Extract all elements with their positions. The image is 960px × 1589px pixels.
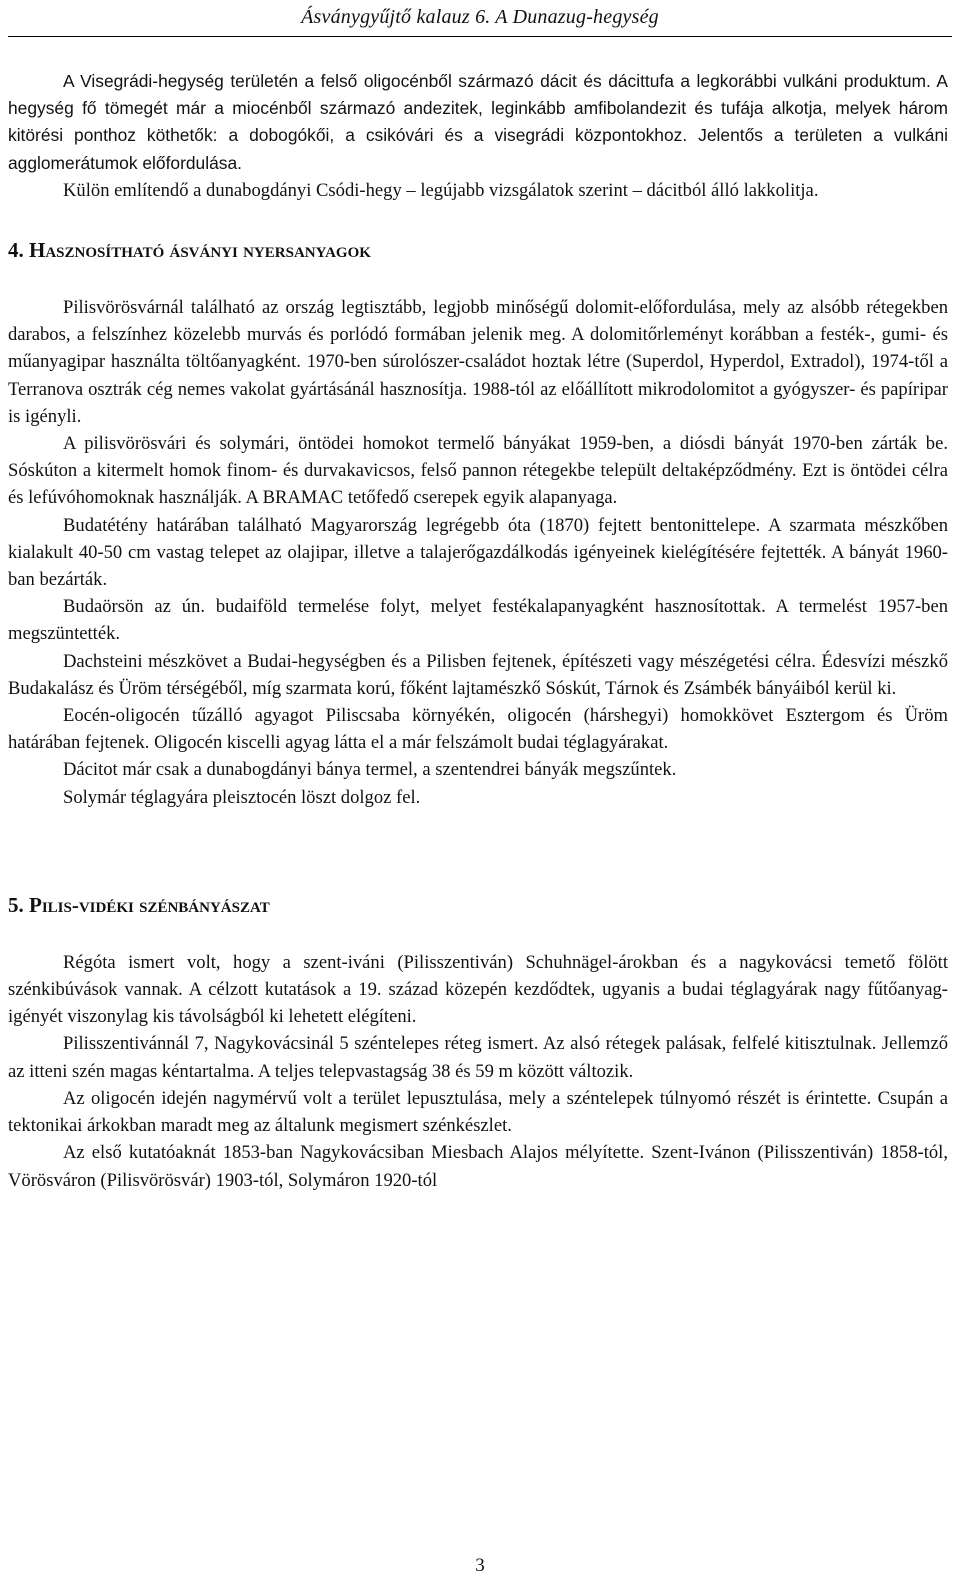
section-4-paragraph: Solymár téglagyára pleisztocén löszt dolgoz fel. [63,786,421,808]
section-4-heading [8,236,948,264]
section-4-paragraph: Eocén-oligocén tűzálló agyagot Piliscsaba környékén, oligocén (hárshegyi) homokkövet Esztergom és Üröm határában fejtenek. Oligocén kiscelli agyag látta el a már felszámolt budai téglagyárakat. [8,705,948,754]
section-4-paragraph: A pilisvörösvári és solymári, öntödei homokot termelő bányákat 1959-ben, a diósdi bányát 1970-ben zárták be. Sóskúton a kitermelt homok finom- és durvakavicsos, felső pannon rétegekbe települt deltaképződmény. Ezt is öntödei célra és lefúvóhomoknak használják. A BRAMAC tetőfedő cserepek egyik alapanyaga. [8,433,948,509]
section-5-number: 5. [8,892,24,917]
running-header: Ásványgyűjtő kalauz 6. A Dunazug-hegység [301,6,659,28]
section-5-heading [8,891,948,919]
header-rule [8,36,952,37]
section-5-paragraph: Pilisszentivánnál 7, Nagykovácsinál 5 széntelepes réteg ismert. Az alsó rétegek palásak, felfelé kitisztulnak. Jellemző az itteni szén magas kéntartalma. A teljes telepvastagság 38 és 59 m között változik. [8,1033,948,1082]
section-5-title: Pilis-vidéki szénbányászat [29,892,270,917]
section-5-paragraph: Az oligocén idején nagymérvű volt a terület lepusztulása, mely a széntelepek túlnyomó részét is érintette. Csupán a tektonikai árkokban maradt meg az általunk megismert szénkészlet. [8,1087,948,1137]
page-body [8,68,948,1194]
section-4-paragraph: Pilisvörösvárnál található az ország legtisztább, legjobb minőségű dolomit-előfordulása, mely az alsóbb rétegekben darabos, a felszínhez közelebb murvás és porlódó formában jelenik meg. A dolomitőrleményt korábban a festék-, gumi- és műanyagipar használta töltőanyagként. 1970-ben súrolószer-családot hoztak létre (Superdol, Hyperdol, Extradol), 1974-től a Terranova osztrák cég nemes vakolat gyártásánál hasznosítja. 1988-tól az előállított mikrodolomitot a gyógyszer- és papíripar is igényli. [8,297,948,427]
section-4-paragraph: Budaörsön az ún. budaiföld termelése folyt, melyet festékalapanyagként hasznosítottak. A termelést 1957-ben megszüntették. [8,596,948,645]
intro-paragraph-1: A Visegrádi-hegység területén a felső oligocénből származó dácit és dácittufa a legkorábbi vulkáni produktum. A hegység fő tömegét már a miocénből származó andezitek, leginkább amfibolandezit és tufája alkotja, melyek három kitörési ponthoz köthetők: a dobogókői, a csikóvári és a visegrádi központokhoz. Jelentős a területen a vulkáni agglomerátumok előfordulása. [8,71,948,173]
page-number: 3 [475,1555,485,1576]
section-5-paragraph: Régóta ismert volt, hogy a szent-iváni (Pilisszentiván) Schuhnägel-árokban és a nagykovácsi temető fölött szénkibúvások vannak. A célzott kutatások a 19. század közepén kezdődtek, ugyanis a budai téglagyárak nagy fűtőanyag-igényét viszonylag kis távolságból ki lehetett elégíteni. [8,951,948,1028]
section-4-paragraph: Budatétény határában található Magyarország legrégebb óta (1870) fejtett bentonittelepe. A szarmata mészkőben kialakult 40-50 cm vastag telepet az olajipar, illetve a talajerőgazdálkodás igényeinek kielégítésére fejtették. A bányát 1960-ban bezárták. [8,514,948,591]
section-5-paragraph: Az első kutatóaknát 1853-ban Nagykovácsiban Miesbach Alajos mélyítette. Szent-Ivánon (Pilisszentiván) 1858-tól, Vörösváron (Pilisvörösvár) 1903-tól, Solymáron 1920-tól [8,1142,948,1191]
section-4-number: 4. [8,238,24,263]
section-4-paragraph: Dácitot már csak a dunabogdányi bánya termel, a szentendrei bányák megszűntek. [63,759,677,781]
section-4-title: Hasznosítható ásványi nyersanyagok [29,238,371,263]
section-4-paragraph: Dachsteini mészkövet a Budai-hegységben és a Pilisben fejtenek, építészeti vagy mészégetési célra. Édesvízi mészkő Budakalász és Üröm térségéből, míg szarmata korú, főként lajtamészkő Sóskút, Tárnok és Zsámbék bányáiból kerül ki. [8,650,948,699]
intro-paragraph-2: Külön említendő a dunabogdányi Csódi-hegy – legújabb vizsgálatok szerint – dácitból álló lakkolitja. [63,179,819,201]
